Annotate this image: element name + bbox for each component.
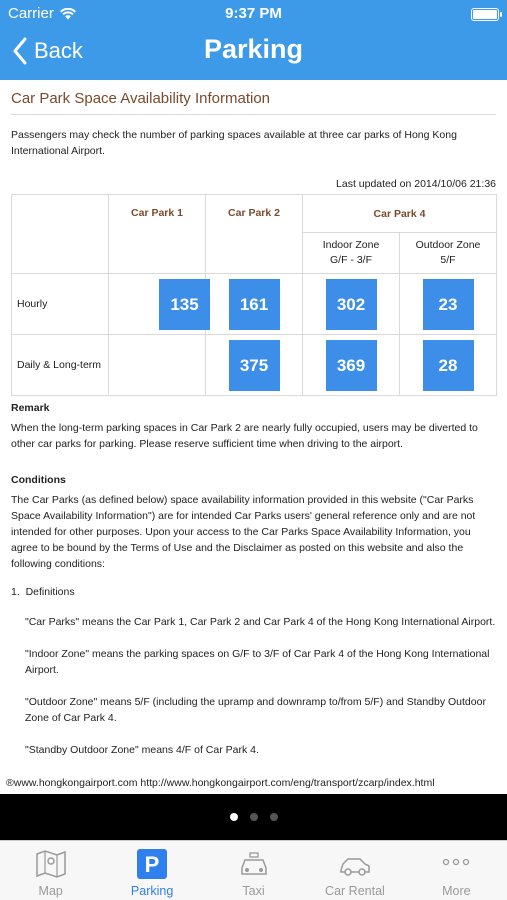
availability-table — [11, 194, 497, 396]
cp4-indoor-daily-value: 369 — [326, 340, 377, 391]
section-title: Car Park Space Availability Information — [11, 80, 496, 115]
table-corner — [12, 195, 109, 274]
definition-item: "Indoor Zone" means the parking spaces on G/F to 3/F of Car Park 4 of the Hong Kong International Airport. — [25, 648, 490, 676]
page-indicator-bar — [0, 794, 507, 840]
header-car-park-4: Car Park 4 — [303, 195, 497, 233]
tab-bar — [0, 840, 507, 900]
table-row — [12, 274, 497, 335]
tab-parking-label: Parking — [130, 884, 174, 898]
taxi-icon — [238, 848, 270, 880]
parking-icon — [136, 848, 168, 880]
cp2-hourly-value: 161 — [229, 279, 280, 330]
parking-content[interactable] — [0, 80, 507, 794]
tab-taxi-label: Taxi — [242, 884, 265, 898]
row-label: Daily & Long-term — [12, 335, 109, 396]
tab-parking[interactable] — [101, 841, 202, 900]
tab-map[interactable] — [0, 841, 101, 900]
car-icon — [339, 848, 371, 880]
page-dot-1[interactable] — [230, 813, 238, 821]
cp2-daily-cell — [206, 335, 303, 396]
more-icon — [440, 848, 472, 880]
table-row — [12, 335, 497, 396]
cp4-indoor-hourly-cell — [303, 274, 400, 335]
definitions-heading: 1. Definitions — [11, 586, 75, 598]
tab-car-rental-label: Car Rental — [325, 884, 385, 898]
last-updated: Last updated on 2014/10/06 21:36 — [336, 178, 496, 190]
header-car-park-1: Car Park 1 — [109, 195, 206, 274]
app-header — [0, 0, 507, 80]
tab-map-label: Map — [38, 884, 63, 898]
cp1-hourly-cell — [109, 274, 206, 335]
zone-indoor — [303, 233, 400, 274]
page-title: Parking — [203, 34, 304, 64]
status-time: 9:37 PM — [225, 5, 282, 22]
back-label: Back — [34, 38, 83, 63]
page-dot-2[interactable] — [250, 813, 258, 821]
remark-heading: Remark — [11, 402, 50, 414]
page-indicator[interactable] — [0, 813, 507, 821]
tab-taxi[interactable] — [203, 841, 304, 900]
tab-more[interactable] — [406, 841, 507, 900]
cp2-hourly-cell — [206, 274, 303, 335]
cp2-daily-value: 375 — [229, 340, 280, 391]
zone-indoor-label: Indoor Zone G/F - 3/F — [322, 239, 380, 266]
source-url[interactable]: ®www.hongkongairport.com http://www.hongkongairport.com/eng/transport/zcarp/index.html — [6, 777, 435, 789]
conditions-text: The Car Parks (as defined below) space availability information provided in this website ("Car Parks Space Availability Information") are for intended Car Parks users' general reference only and are not intended for other purposes. Upon your access to the Car Parks Space Availability Information, you agree to be bound by the Terms of Use and the Disclaimer as posted on this website and also the following conditions: — [11, 494, 476, 570]
cp4-outdoor-hourly-cell — [400, 274, 497, 335]
cp1-hourly-value: 135 — [159, 279, 210, 330]
page-dot-3[interactable] — [270, 813, 278, 821]
navigation-bar — [0, 28, 507, 80]
cp4-outdoor-daily-value: 28 — [423, 340, 474, 391]
map-icon — [35, 848, 67, 880]
zone-outdoor-label: Outdoor Zone 5/F — [415, 239, 481, 266]
cp1-daily-cell — [109, 335, 206, 396]
tab-more-label: More — [442, 884, 471, 898]
tab-car-rental[interactable] — [304, 841, 405, 900]
battery-icon — [471, 8, 499, 21]
definition-item: "Car Parks" means the Car Park 1, Car Park 2 and Car Park 4 of the Hong Kong International Airport. — [25, 616, 496, 628]
status-bar — [0, 0, 507, 28]
cp4-outdoor-hourly-value: 23 — [423, 279, 474, 330]
cp4-indoor-daily-cell — [303, 335, 400, 396]
conditions-heading: Conditions — [11, 474, 66, 486]
row-label: Hourly — [12, 274, 109, 335]
remark-text: When the long-term parking spaces in Car Park 2 are nearly fully occupied, users may be diverted to other car parks for parking. Please reserve sufficient time when driving to the airport. — [11, 422, 478, 450]
zone-outdoor — [400, 233, 497, 274]
intro-text: Passengers may check the number of parking spaces available at three car parks of Hong Kong International Airport. — [11, 129, 457, 157]
svg-text:P: P — [144, 852, 160, 877]
definition-item: "Outdoor Zone" means 5/F (including the upramp and downramp to/from 5/F) and Standby Outdoor Zone of Car Park 4. — [25, 696, 486, 724]
header-car-park-2: Car Park 2 — [206, 195, 303, 274]
definition-item: "Standby Outdoor Zone" means 4/F of Car Park 4. — [25, 744, 259, 756]
cp4-indoor-hourly-value: 302 — [326, 279, 377, 330]
cp4-outdoor-daily-cell — [400, 335, 497, 396]
carrier-label: Carrier — [8, 5, 54, 22]
